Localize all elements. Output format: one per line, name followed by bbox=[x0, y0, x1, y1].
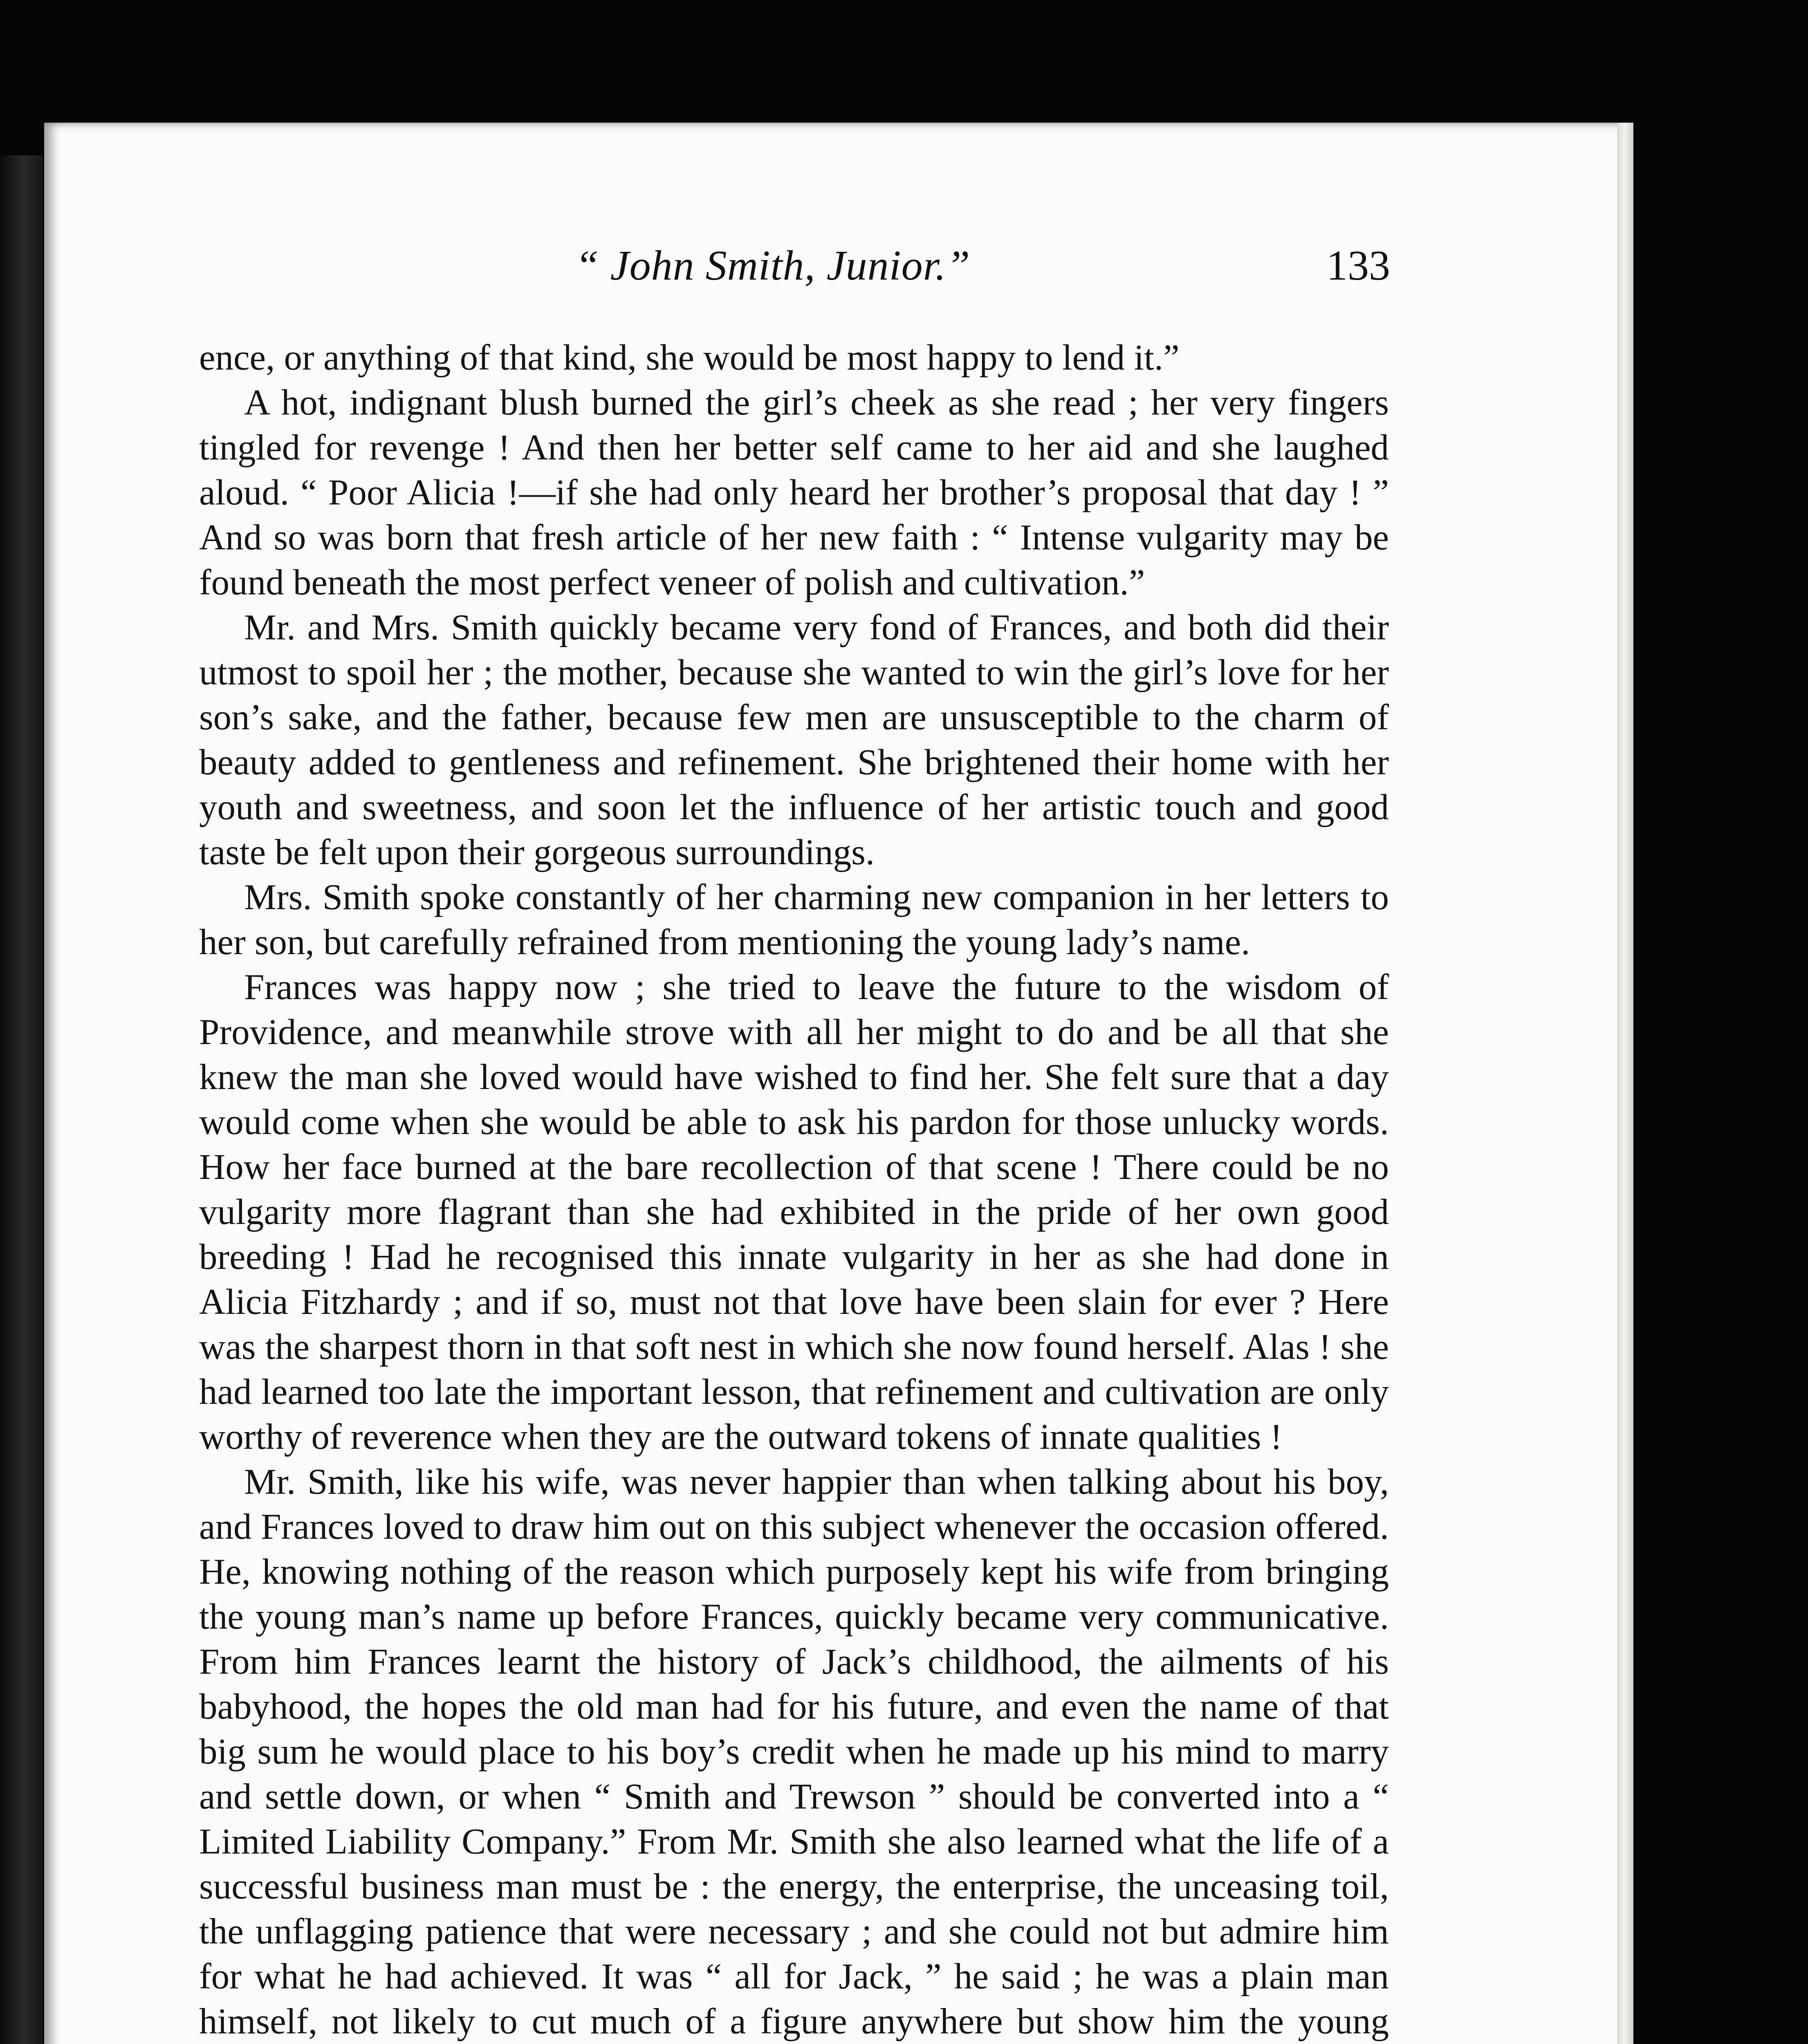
paragraph-continued: ence, or anything of that kind, she would be most happy to lend it.” bbox=[199, 338, 1180, 378]
page-header bbox=[155, 241, 1390, 303]
paragraph: A hot, indignant blush burned the girl’s cheek as she read ; her very fingers tingled for revenge ! And then her better self came to her aid and she laughed aloud. “ Poor Alicia !—if she had only heard her brother’s proposal that day ! ” And so was born that fresh article of her new faith : “ Intense vulgarity may be found beneath the most perfect veneer of polish and cultivation.” bbox=[199, 383, 1389, 603]
running-title: “ John Smith, Junior.” bbox=[575, 242, 971, 289]
paragraph: Mrs. Smith spoke constantly of her charming new companion in her letters to her son, but carefully refrained from mentioning the young lady’s name. bbox=[199, 877, 1389, 962]
paragraph: Frances was happy now ; she tried to leave the future to the wisdom of Providence, and meanwhile strove with all her might to do and be all that she knew the man she loved would have wished to find her. She felt sure that a day would come when she would be able to ask his pardon for those unlucky words. How her face burned at the bare recollection of that scene ! There could be no vulgarity more flagrant than she had exhibited in the pride of her own good breeding ! Had he recognised this innate vulgarity in her as she had done in Alicia Fitzhardy ; and if so, must not that love have been slain for ever ? Here was the sharpest thorn in that soft nest in which she now found herself. Alas ! she had learned too late the important lesson, that refinement and cultivation are only worthy of reverence when they are the outward tokens of innate qualities ! bbox=[199, 967, 1389, 1457]
paragraph: Mr. Smith, like his wife, was never happier than when talking about his boy, and Frances loved to draw him out on this subject whenever the occasion offered. He, knowing nothing of the reason which purposely kept his wife from bringing the young man’s name up before Frances, quickly became very communicative. From him Frances learnt the history of Jack’s childhood, the ailments of his babyhood, the hopes the old man had for his future, and even the name of that big sum he would place to his boy’s credit when he made up his mind to marry and settle down, or when “ Smith and Trewson ” should be converted into a “ Limited Liability Company.” From Mr. Smith she also learned what the life of a successful business man must be : the energy, the enterprise, the unceasing toil, the unflagging patience that were necessary ; and she could not but admire him for what he had achieved. It was “ all for Jack, ” he said ; he was a plain man himself, not likely to cut much of a figure anywhere but show him the young bbox=[199, 1462, 1389, 2042]
previous-page-edge bbox=[0, 155, 43, 2044]
body-text bbox=[199, 335, 1389, 2044]
page-fore-edge bbox=[1617, 123, 1633, 2044]
paragraph: Mr. and Mrs. Smith quickly became very fond of Frances, and both did their utmost to spoil her ; the mother, because she wanted to win the girl’s love for her son’s sake, and the father, because few men are unsusceptible to the charm of beauty added to gentleness and refinement. She brightened their home with her youth and sweetness, and soon let the influence of her artistic touch and good taste be felt upon their gorgeous surroundings. bbox=[199, 607, 1389, 872]
page-number: 133 bbox=[1326, 242, 1390, 289]
